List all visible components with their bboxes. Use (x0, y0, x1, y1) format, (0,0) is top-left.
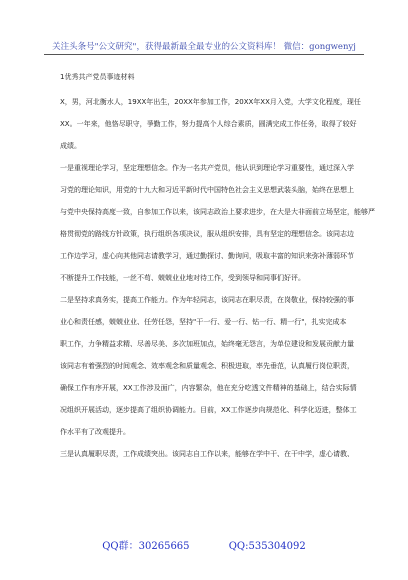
paragraph-line: 三是认真履职尽责，工作成绩突出。该同志自工作以来，能够在学中干、在干中学，虚心请教、 (60, 450, 354, 458)
paragraph (60, 451, 356, 458)
paragraph (60, 98, 361, 150)
document-paragraphs (60, 98, 375, 458)
document-body (60, 73, 375, 473)
paragraph-line: 职工作，力争精益求精、尽善尽美、多次加班加点，始终毫无怨言，为单位建设和发展贡献力量 (60, 340, 354, 348)
page-header: 关注头条号"公文研究"，获得最新最全最专业的公文资料库！ 微信：gongwenyj (52, 42, 356, 52)
header-divider (44, 54, 364, 55)
page-footer (0, 537, 408, 552)
paragraph-line: X，男，河北衡水人，19XX年出生，20XX年参加工作，20XX年XX月入党，大学文化程度，现任 (60, 98, 361, 106)
paragraph-line: XX。一年来，他恪尽职守，爭勤工作，努力提高个人综合素质，圆满完成工作任务，取得了较好 (60, 120, 357, 128)
paragraph-line: 格贯彻党的路线方针政策，执行组织各项决议，服从组织安排，具有坚定的理想信念。该同志边 (60, 230, 354, 238)
paragraph-line: 业心和责任感，兢兢业业、任劳任怨，坚持"干一行、爱一行、钻一行、精一行"，扎实完成本 (60, 318, 347, 326)
paragraph-line: 二是坚持求真务实，提高工作能力。作为年轻同志，该同志在职尽责，在岗敬业，保持较强的事 (60, 296, 354, 304)
paragraph-line: 该同志有着强烈的时间观念、效率观念和质量观念、积极进取，率先垂范，认真履行岗位职责， (60, 362, 354, 370)
paragraph-line: 习党的理论知识，用党的十九大和习近平新时代中国特色社会主义思想武装头脑，始终在思想上 (60, 186, 354, 194)
paragraph-line: 不断提升工作技能，一丝不苟、兢兢业业地对待工作，受到领导和同事们好评。 (60, 274, 305, 282)
paragraph-line: 一是重视理论学习，坚定理想信念。作为一名共产党员，他认识到理论学习重要性，通过深入学 (60, 164, 354, 172)
document-title: 1优秀共产党员事迹材料 (60, 73, 135, 81)
paragraph-line: 作水平有了改观提升。 (60, 428, 130, 436)
paragraph-line: 与党中央保持高度一致，自参加工作以来，该同志政治上要求进步，在大是大非面前立场坚定，能够严 (60, 208, 375, 216)
paragraph (60, 297, 356, 436)
paragraph-line: 工作边学习，虚心向其他同志请教学习，通过勤探讨、勤询问，吸取丰富的知识来弥补薄弱环节 (60, 252, 354, 260)
paragraph-line: 成绩。 (60, 142, 81, 150)
footer-qq: QQ:535304092 (228, 541, 306, 552)
paragraph (60, 164, 375, 282)
paragraph-line: 况组织开展活动，逐步提高了组织协调能力。目前，XX工作逐步向规范化、科学化迈进，整体工 (60, 406, 357, 414)
footer-qq-group: QQ群：30265665 (102, 541, 190, 552)
paragraph-line: 确保工作有序开展，XX工作涉及面广，内容繁杂，他在充分吃透文件精神的基础上，结合实际情 (60, 384, 357, 392)
